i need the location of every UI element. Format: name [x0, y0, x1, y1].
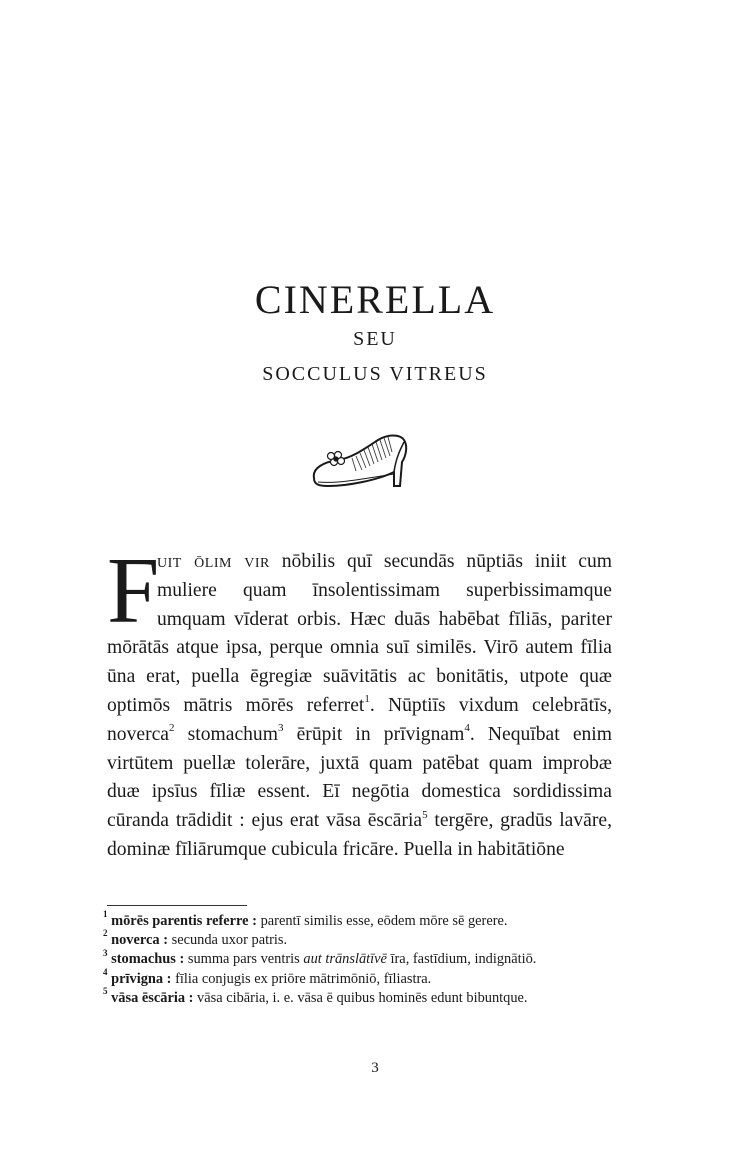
footnote-ref: 4 — [464, 722, 470, 735]
text-line: dominæ fīliārumque cubicula fricāre. Puella in habitātiōne — [107, 838, 565, 860]
footnote-ref: 5 — [422, 808, 428, 821]
footnote-ref: 2 — [169, 722, 175, 735]
text-line: uit ōlim vir nōbilis quī secundās nūptiās iniit cum — [157, 551, 612, 572]
drop-cap: F — [107, 539, 160, 643]
footnote: $^3$ stomachus : summa pars ventris aut trānslātīvē īra, fastīdium, indignātiō. — [103, 947, 537, 968]
footnote-divider — [107, 905, 247, 906]
footnote: $^5$ vāsa ēscāria : vāsa cibāria, i. e. vāsa ē quibus hominēs edunt bibuntque. — [103, 986, 528, 1006]
chapter-subtitle: SOCCULUS VITREUS — [262, 363, 488, 385]
text-line: duæ ipsīus fīliæ essent. Eī negōtia domestica sordidissima — [107, 781, 612, 803]
text-line: muliere quam īnsolentissimam superbissimamque — [157, 579, 612, 601]
text-line: noverca$^2$ stomachum$^3$ ērūpit in prīvignam$^4$. Nequībat enim — [107, 722, 612, 745]
opening-smallcaps: uit ōlim vir — [157, 551, 270, 572]
glass-slipper-icon — [308, 428, 414, 498]
page-number: 3 — [371, 1060, 379, 1076]
text-line: ūna erat, puella ēgregiæ suāvitātis ac bonitātis, utpote quæ — [107, 666, 612, 688]
text-line: virtūtem puellæ tolerāre, juxtā quam patēbat quam improbæ — [107, 752, 612, 774]
chapter-subtitle-seu: SEU — [353, 328, 397, 350]
story-body — [107, 539, 612, 865]
footnotes — [103, 909, 633, 1008]
footnote: $^4$ prīvigna : fīlia conjugis ex priōre mātrimōniō, fīliastra. — [103, 966, 432, 987]
footnote: $^2$ noverca : secunda uxor patris. — [103, 928, 288, 949]
footnote-ref: 3 — [277, 722, 284, 735]
chapter-title: CINERELLA — [254, 277, 496, 322]
text-line: optimōs mātris mōrēs referret$^1$. Nūptiīs vixdum celebrātīs, — [107, 693, 612, 716]
footnote: $^1$ mōrēs parentis referre : parentī similis esse, eōdem mōre sē gerere. — [103, 909, 508, 929]
text-line: cūranda trādidit : ejus erat vāsa ēscāria$^5$ tergēre, gradūs lavāre, — [107, 808, 612, 832]
text-line: mōrātās atque ipsa, perque omnia suī similēs. Virō autem fīlia — [107, 637, 612, 659]
footnote-ref: 1 — [364, 693, 370, 706]
text-line: umquam vīderat orbis. Hæc duās habēbat fīliās, pariter — [157, 608, 612, 630]
